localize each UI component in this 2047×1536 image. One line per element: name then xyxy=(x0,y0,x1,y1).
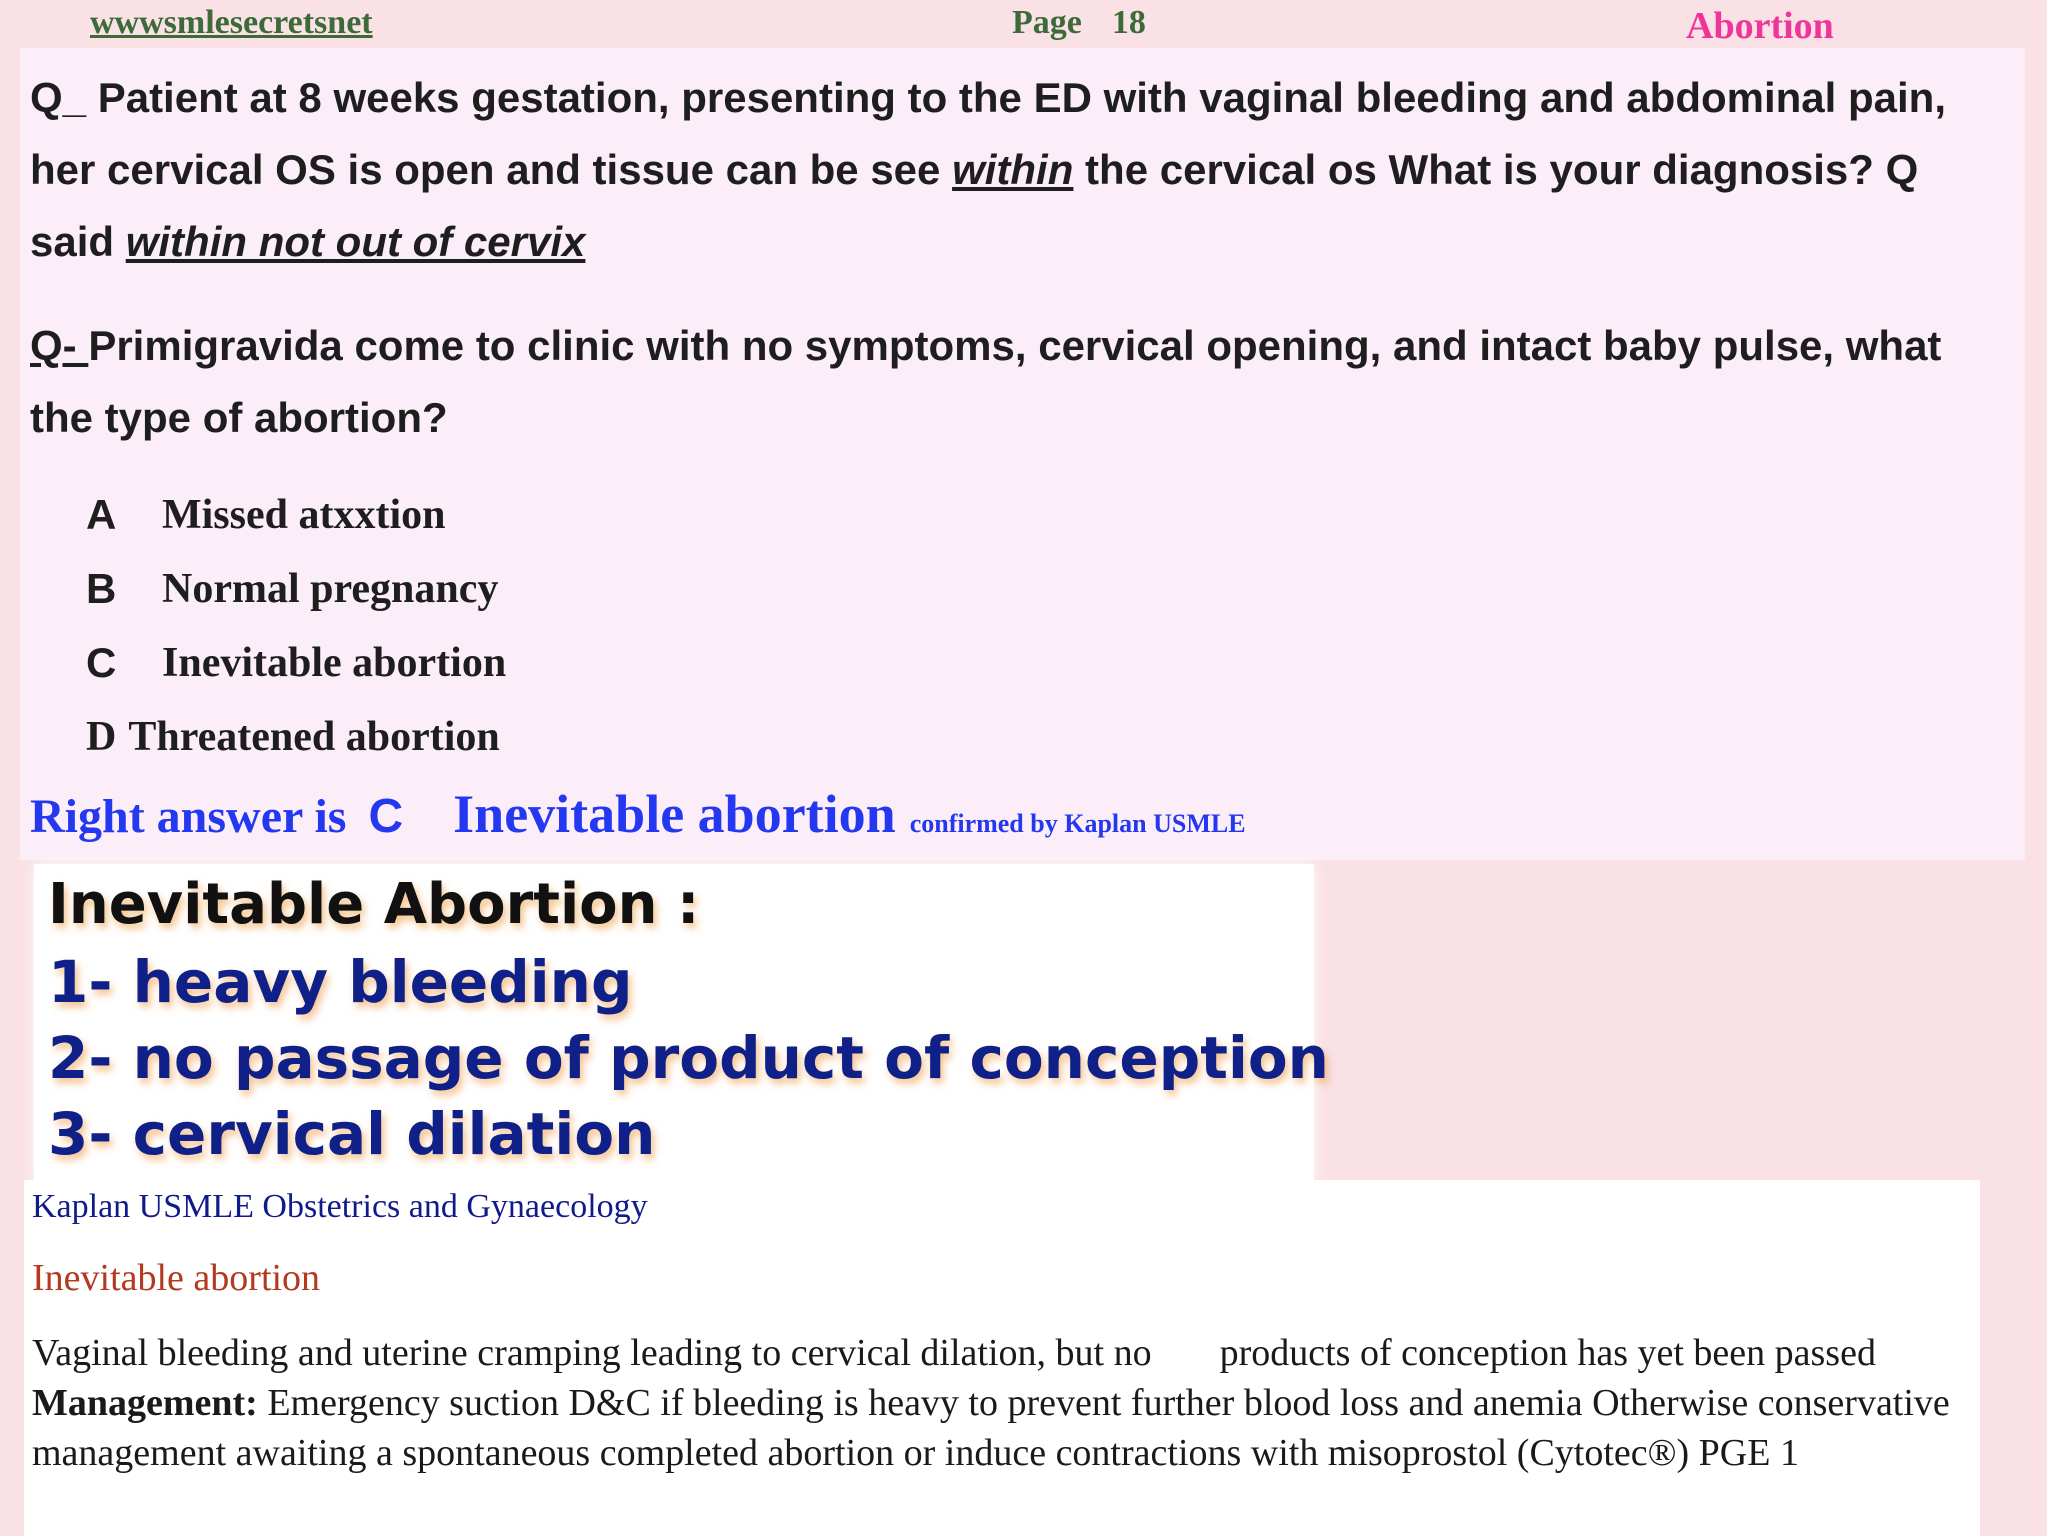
slide-item: 1- heavy bleeding xyxy=(48,948,633,1016)
option-d xyxy=(86,700,506,774)
option-letter: C xyxy=(86,639,117,686)
slide-item: 2- no passage of product of conception xyxy=(48,1024,1329,1092)
textbook-excerpt xyxy=(24,1180,1980,1536)
page-indicator xyxy=(1012,4,1146,42)
slide-item: 3- cervical dilation xyxy=(48,1100,656,1168)
answer-letter: C xyxy=(368,790,404,843)
excerpt-text-b: products of conception has yet been passed xyxy=(1219,1332,1876,1374)
answer-name: Inevitable abortion xyxy=(453,784,896,844)
question-1-prefix: Q_ xyxy=(30,74,87,121)
site-link[interactable]: wwwsmlesecretsnet xyxy=(90,4,373,41)
option-letter: A xyxy=(86,491,117,538)
option-c xyxy=(86,626,506,700)
option-a xyxy=(86,478,506,552)
option-text: Normal pregnancy xyxy=(162,566,499,612)
option-text: Inevitable abortion xyxy=(162,640,507,686)
page-header xyxy=(0,0,2047,48)
question-2 xyxy=(30,310,2009,454)
excerpt-source: Kaplan USMLE Obstetrics and Gynaecology xyxy=(32,1188,648,1225)
slide-title: Inevitable Abortion : xyxy=(48,872,700,937)
question-1-text-b: the cervical os What is your diagnosis? Q said xyxy=(30,146,1919,265)
option-letter: D xyxy=(86,714,117,760)
right-answer xyxy=(30,783,1246,845)
answer-options xyxy=(86,478,506,774)
option-b xyxy=(86,552,506,626)
page-label: Page xyxy=(1012,4,1082,41)
answer-label: Right answer is xyxy=(30,790,347,843)
excerpt-text-c: Emergency suction D&C if bleeding is heavy to prevent further blood loss and anemia Otherwise conservative management awaiting a spontaneous completed abortion or induce contractions with misoprostol (Cytotec®) PGE 1 xyxy=(32,1382,1950,1474)
question-panel xyxy=(20,48,2025,860)
question-2-text: Primigravida come to clinic with no symptoms, cervical opening, and intact baby pulse, what the type of abortion? xyxy=(30,322,1942,441)
question-1-text-a: Patient at 8 weeks gestation, presenting to the ED with vaginal bleeding and abdominal pain, her cervical OS is open and tissue can be see xyxy=(30,74,1947,193)
option-text: Missed atxxtion xyxy=(162,492,446,538)
option-text: Threatened abortion xyxy=(128,714,500,760)
option-letter: B xyxy=(86,565,117,612)
excerpt-text-a: Vaginal bleeding and uterine cramping leading to cervical dilation, but no xyxy=(32,1332,1152,1374)
excerpt-heading: Inevitable abortion xyxy=(32,1257,321,1299)
topic-title: Abortion xyxy=(1686,5,1834,47)
question-2-prefix: Q- xyxy=(30,322,89,369)
answer-confirmation: confirmed by Kaplan USMLE xyxy=(909,809,1246,838)
question-1 xyxy=(30,62,2009,278)
question-1-emphasis-a: within xyxy=(952,146,1074,193)
question-1-emphasis-b: within not out of cervix xyxy=(125,218,586,265)
management-label: Management: xyxy=(32,1382,258,1424)
excerpt-body xyxy=(32,1328,1972,1478)
lecture-slide-image xyxy=(34,864,1329,1182)
page-number: 18 xyxy=(1111,4,1146,41)
